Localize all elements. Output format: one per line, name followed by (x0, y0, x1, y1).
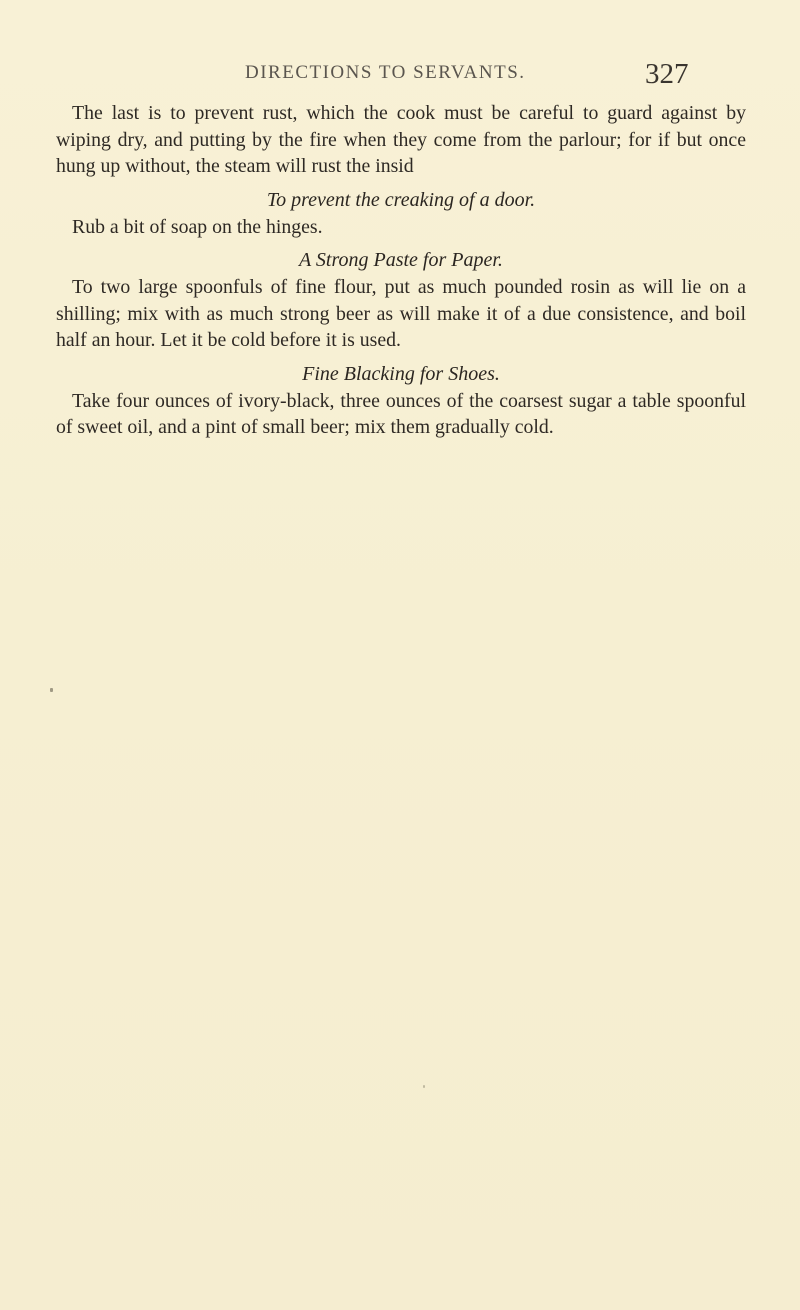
page-number: 327 (645, 58, 689, 90)
paper-speck (50, 688, 53, 692)
section-heading: A Strong Paste for Paper. (299, 249, 503, 271)
section-body: To two large spoonfuls of fine flour, put as much pounded rosin as will lie on a shilling; mix with as much strong beer as will make it of a due consistence, and boil half an hour. Let it be cold before it is used. (56, 276, 746, 351)
section-heading: To prevent the creaking of a door. (266, 188, 536, 211)
section-heading: Fine Blacking for Shoes. (302, 362, 500, 385)
section-body: Rub a bit of soap on the hinges. (72, 215, 323, 238)
paper-speck (423, 1085, 425, 1088)
body-text (56, 100, 746, 441)
running-header (0, 58, 800, 98)
running-head-title: DIRECTIONS TO SERVANTS. (245, 62, 526, 83)
section-body: Take four ounces of ivory-black, three ounces of the coarsest sugar a table spoonful of sweet oil, and a pint of small beer; mix them gradually cold. (56, 389, 746, 438)
intro-paragraph: The last is to prevent rust, which the cook must be careful to guard against by wiping dry, and putting by the fire when they come from the parlour; for if but once hung up without, the steam will rust the insid (56, 102, 746, 177)
